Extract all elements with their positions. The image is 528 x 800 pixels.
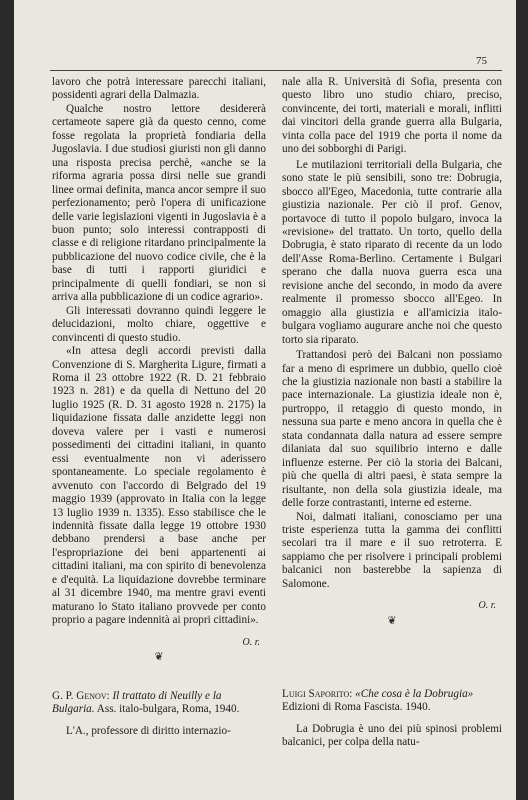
paragraph: Noi, dalmati italiani, conosciamo per una triste esperienza tutta la gamma dei conflitti secolari tra il mare e il suo retroterra. E sappiamo che per risolvere i principali problemi balcanici non basterebbe la sapienza di Salomone. [282, 510, 502, 590]
paragraph: Gli interessati dovranno quindi leggere le delucidazioni, molto chiare, oggettive e convincenti di questo studio. [52, 304, 266, 344]
review-title: Il trattato di Neuilly e la Bulgaria. [52, 690, 222, 716]
review-publisher: Ass. italo-bulgara, Roma, 1940. [96, 703, 240, 716]
right-column [282, 76, 502, 628]
ornament-icon: ❦ [387, 614, 397, 627]
left-column [52, 76, 266, 664]
review-saporito [282, 688, 502, 750]
header-rule [50, 70, 502, 71]
review-body: La Dobrugia è uno dei più spinosi problemi balcanici, per colpa della natu- [282, 722, 502, 749]
paragraph: Trattandosi però dei Balcani non possiamo far a meno di esprimere un dubbio, quello cioè che la giustizia nazionale non basti a stabilire la pace internazionale. La giustizia ideale non è, purtroppo, il retaggio di questo mondo, in nessuna sua parte e meno ancora in quella che è stata condannata dalla natura ad essere sempre dilaniata dal suo squilibrio interno e dalle influenze esterne. Per ciò la storia dei Balcani, più che quella di altri paesi, è stata sempre la risultante, non della sola giustizia ideale, ma delle forze contrastanti, interne ed esterne. [282, 349, 502, 510]
review-author: Luigi Saporito [282, 688, 350, 700]
review-genov [52, 690, 266, 738]
review-heading [282, 688, 502, 701]
signature: O. r. [242, 636, 260, 648]
review-separator: : [106, 690, 110, 702]
paragraph: Le mutilazioni territoriali della Bulgaria, che sono state le più sensibili, sono tre: Dobrugia, sbocco all'Egeo, Macedonia, tutte contrarie alla giustizia nazionale. Per ciò il prof. Genov, portavoce di tutto il popolo bulgaro, invoca la «revisione» del trattato. Un torto, quello della Dobrugia, è stato riparato di recente da un lodo dell'Asse Roma-Berlino. Certamente i Bulgari sperano che dalla nuova guerra esca una revisione anche del secondo, in modo da avere realmente il promesso sbocco all'Egeo. In omaggio alla giustizia e all'amicizia italo-bulgara vogliamo augurare anche noi che questo torto sia riparato. [282, 158, 502, 346]
review-title: «Che cosa è la Dobrugia» [355, 688, 474, 700]
page-number: 75 [476, 55, 487, 67]
review-separator: : [349, 688, 353, 700]
review-heading [52, 690, 266, 717]
book-page [14, 0, 516, 800]
review-publisher: Edizioni di Roma Fascista. 1940. [282, 701, 431, 714]
review-author: G. P. Genov [52, 690, 107, 702]
review-body: L'A., professore di diritto internazio- [66, 724, 231, 737]
signature: O. r. [478, 600, 496, 612]
paragraph: nale alla R. Università di Sofia, presenta con questo libro uno studio chiaro, preciso, convincente, dei torti, materiali e morali, inflitti dai vincitori della grande guerra alla Bulgaria, vinta colla pace del 1919 che porta il nome da uno dei sobborghi di Parigi. [282, 76, 502, 156]
paragraph: Qualche nostro lettore desidererà certameote sapere già da questo cenno, come fosse regolata la proprietà fondiaria della Jugoslavia. I due studiosi giuristi non gli danno una risposta precisa perchè, «anche se la riforma agraria possa dirsi nelle sue grandi linee ormai definita, manca ancor sempre il suo perfezionamento; però l'opera di unificazione delle varie legislazioni vigenti in Jugoslavia è a buon punto; solo interessi contrapposti di classe e di religione ritardano principalmente la pubblicazione del nuovo codice civile, che è la base di tutti i rapporti giuridici e principalmente di quelli fondiari, se non si arriva alla pubblicazione di un codice agrario». [52, 102, 266, 304]
ornament-icon: ❦ [154, 651, 164, 664]
paragraph: lavoro che potrà interessare parecchi italiani, possidenti agrari della Dalmazia. [52, 76, 266, 102]
paragraph: «In attesa degli accordi previsti dalla Convenzione di S. Margherita Ligure, firmati a Roma il 23 ottobre 1922 (R. D. 21 febbraio 1923 n. 281) e da quella di Nettuno del 20 luglio 1925 (R. D. 31 agosto 1928 n. 2175) la liquidazione fissata dalle anzidette leggi non doveva valere per i vasti e numerosi possedimenti dei cittadini italiani, in quanto essi eventualmente non vi aderissero spontaneamente. Lo speciale regolamento è avvenuto con l'accordo di Belgrado del 19 maggio 1939 (approvato in Italia con la legge 13 luglio 1939 n. 1335). Esso stabilisce che le indennità fissate dalla legge 19 ottobre 1930 debbano prendersi a base anche per l'espropriazione dei beni appartenenti ai cittadini italiani, ma con spirito di benevolenza e d'equità. La liquidazione dovrebbe terminare al 31 dicembre 1940, ma mentre gravi eventi maturano lo Stato italiano provvede per conto proprio a pagare indennità ai propri cittadini». [52, 345, 266, 627]
